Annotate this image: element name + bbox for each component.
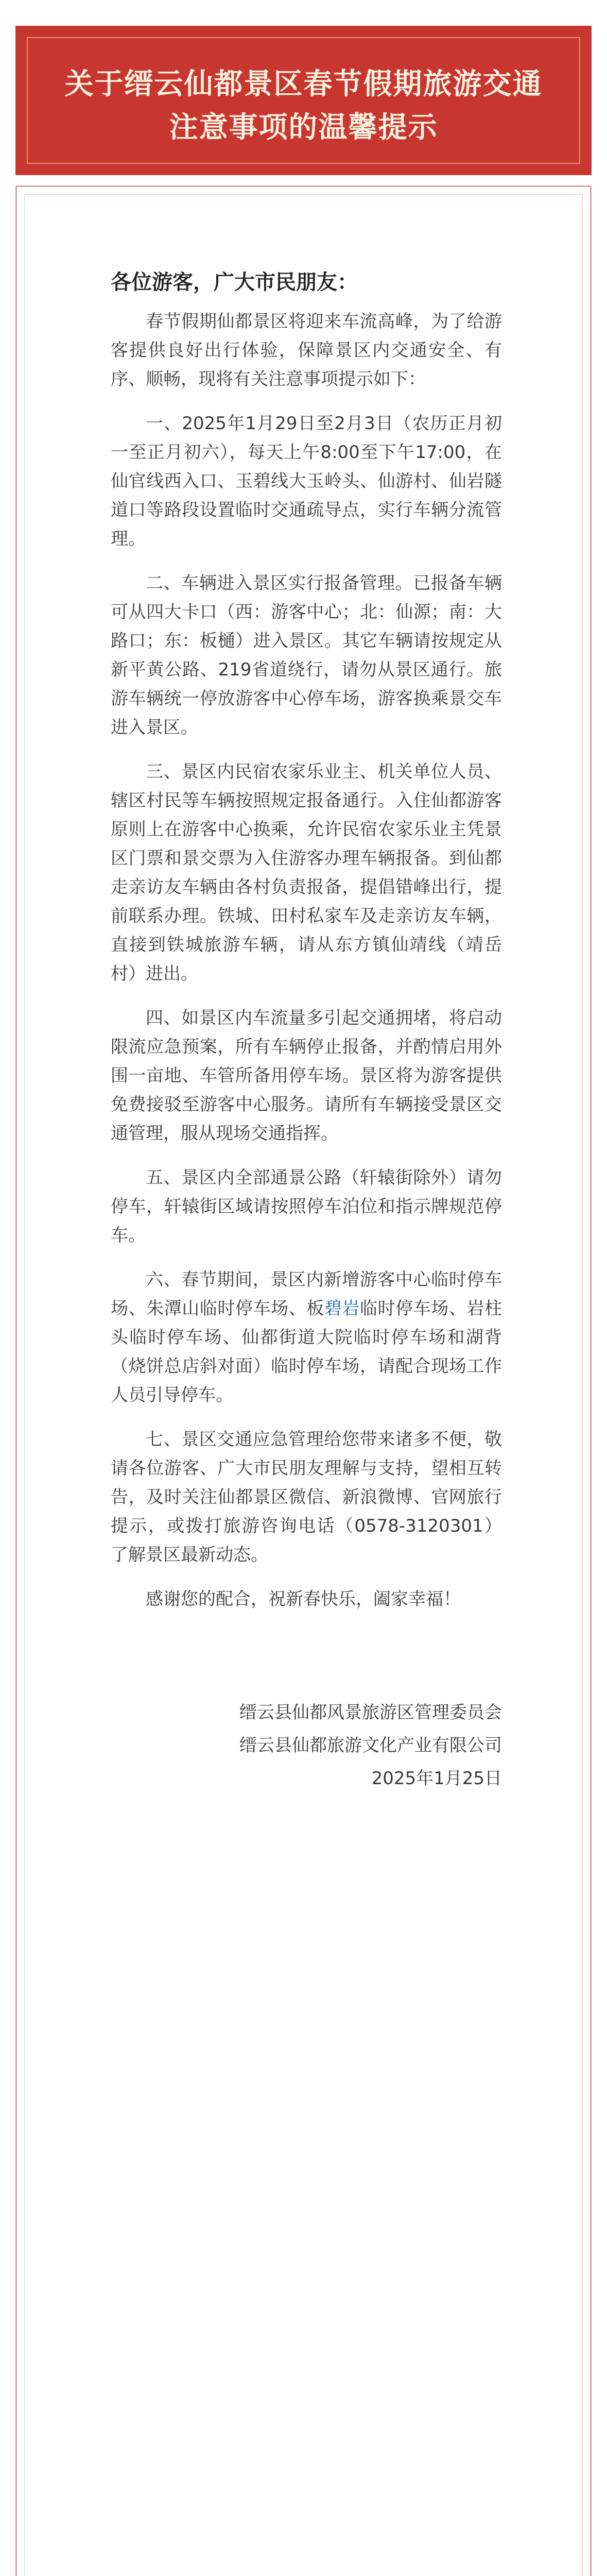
page-title: 关于缙云仙都景区春节假期旅游交通注意事项的温馨提示 [64, 67, 543, 144]
signature-org-2: 缙云县仙都旅游文化产业有限公司 [239, 1735, 502, 1756]
paragraph-2-vehicle-registration: 二、车辆进入景区实行报备管理。已报备车辆可从四大卡口（西：游客中心；北：仙源；南：大路口；东：板樋）进入景区。其它车辆请按规定从新平黄公路、219省道绕行，请勿从景区通行。旅游车辆统一停放游客中心停车场，游客换乘景交车进入景区。 [111, 573, 502, 738]
paragraph-7-contact-info: 七、景区交通应急管理给您带来诸多不便，敬请各位游客、广大市民朋友理解与支持，望相互转告，及时关注仙都景区微信、新浪微博、官网旅行提示，或拨打旅游咨询电话（0578-3120301）了解景区最新动态。 [111, 1429, 502, 1565]
paragraph-1-traffic-points: 一、2025年1月29日至2月3日（农历正月初一至正月初六），每天上午8:00至下午17:00，在仙官线西入口、玉碧线大玉岭头、仙游村、仙岩隧道口等路段设置临时交通疏导点，实行车辆分流管理。 [111, 413, 502, 549]
paragraph-6-temp-parking: 六、春节期间，景区内新增游客中心临时停车场、朱潭山临时停车场、板碧岩临时停车场、岩柱头临时停车场、仙都街道大院临时停车场和湖背（烧饼总店斜对面）临时停车场，请配合现场工作人员引导停车。 [111, 1269, 502, 1405]
paragraph-intro: 春节假期仙都景区将迎来车流高峰，为了给游客提供良好出行体验，保障景区内交通安全、有序、顺畅，现将有关注意事项提示如下： [111, 311, 502, 389]
paragraph-closing: 感谢您的配合，祝新春快乐，阖家幸福！ [146, 1589, 461, 1609]
paragraph-4-congestion: 四、如景区内车流量多引起交通拥堵，将启动限流应急预案，所有车辆停止报备，并酌情启用外围一亩地、车管所备用停车场。景区将为游客提供免费接驳至游客中心服务。请所有车辆接受景区交通管理，服从现场交通指挥。 [111, 1008, 502, 1144]
header-banner [15, 26, 592, 175]
paragraph-3-local-vehicles: 三、景区内民宿农家乐业主、机关单位人员、辖区村民等车辆按照规定报备通行。入住仙都游客原则上在游客中心换乘，允许民宿农家乐业主凭景区门票和景交票为入住游客办理车辆报备。到仙都走亲访友车辆由各村负责报备，提倡错峰出行，提前联系办理。铁城、田村私家车及走亲访友车辆，直接到铁城旅游车辆，请从东方镇仙靖线（靖岳村）进出。 [111, 761, 502, 984]
signature-block [111, 1696, 502, 1795]
signature-date: 2025年1月25日 [371, 1768, 502, 1789]
greeting: 各位游客，广大市民朋友： [111, 270, 358, 294]
highlighted-place-name: 碧岩 [324, 1298, 360, 1319]
paragraph-5-no-parking: 五、景区内全部通景公路（轩辕街除外）请勿停车，轩辕街区域请按照停车泊位和指示牌规范停车。 [111, 1167, 502, 1246]
signature-org-1: 缙云县仙都风景旅游区管理委员会 [239, 1702, 502, 1723]
letter-body [111, 268, 502, 1795]
